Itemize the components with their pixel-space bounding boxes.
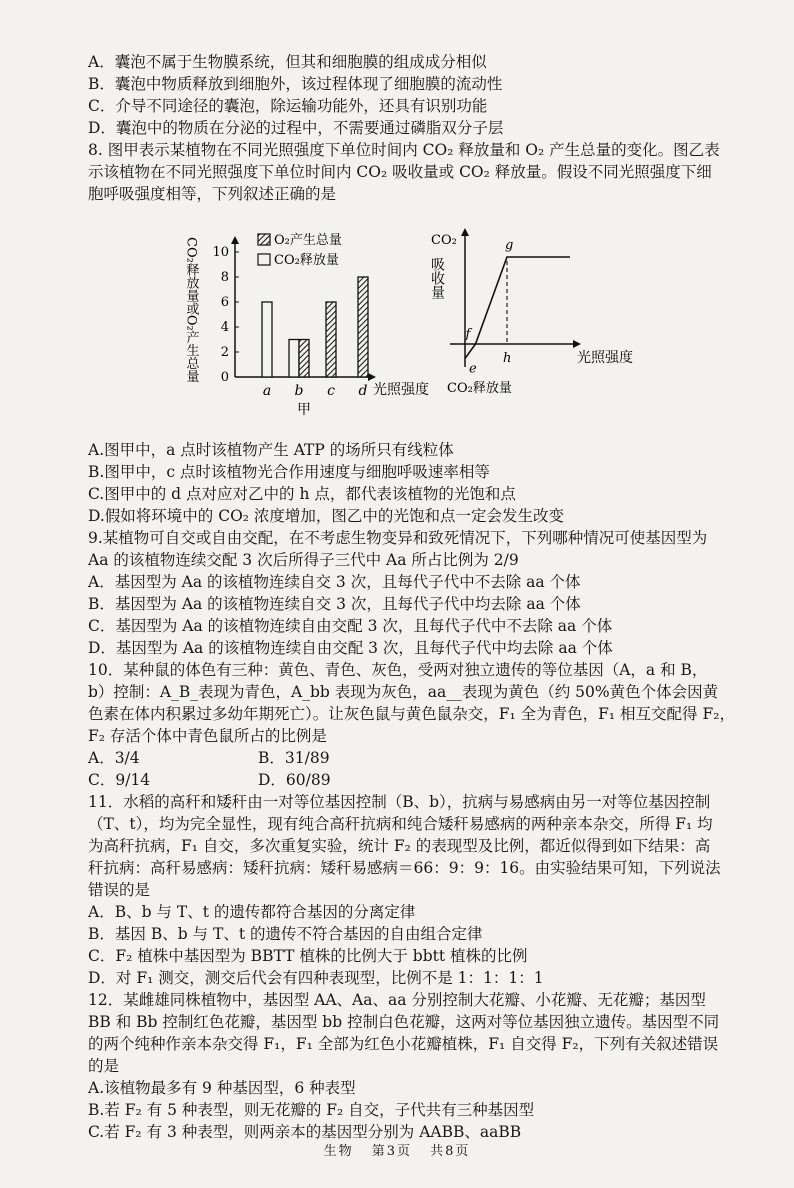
chart-jia-title: 甲 <box>297 402 311 418</box>
q12-stem-line-4: 的是 <box>88 1057 120 1075</box>
chart-yi-ylabel-top: CO₂ <box>431 233 457 248</box>
q12-stem-line-2: BB 和 Bb 控制红色花瓣，基因型 bb 控制白色花瓣，这两对等位基因独立遗传。基因型不同 <box>88 1013 720 1031</box>
q8-option-a: A.图甲中，a 点时该植物产生 ATP 的场所只有线粒体 <box>88 441 454 459</box>
legend-o2-label: O₂产生总量 <box>274 233 342 248</box>
q11-stem-line-5: 错误的是 <box>88 881 151 899</box>
q10-stem-line-1: 10．某种鼠的体色有三种：黄色、青色、灰色，受两对独立遗传的等位基因（A，a 和 B， <box>88 661 708 679</box>
q7-option-d: D．囊泡中的物质在分泌的过程中，不需要通过磷脂双分子层 <box>88 119 504 137</box>
chart-jia-ytick-label: 4 <box>220 320 229 335</box>
chart-yi-point-h: h <box>503 351 512 366</box>
q10-stem-line-3: 色素在体内积累过多幼年期死亡）。让灰色鼠与黄色鼠杂交，F₁ 全为青色，F₁ 相互交配得 F₂， <box>88 705 735 723</box>
legend-co2-swatch <box>258 254 270 265</box>
chart-jia <box>184 232 430 418</box>
q8-stem-line-2: 示该植物在不同光照强度下单位时间内 CO₂ 吸收量或 CO₂ 释放量。假设不同光照强度下细 <box>88 163 712 181</box>
chart-jia-xtick-c: c <box>327 383 335 399</box>
q8-figures-svg <box>175 222 735 422</box>
chart-jia-x-arrow <box>368 373 376 381</box>
bar-o2-b <box>299 340 309 378</box>
footer-subject: 生物 <box>323 1144 354 1159</box>
q7-option-b: B．囊泡中物质释放到细胞外，该过程体现了细胞膜的流动性 <box>88 75 503 93</box>
q12-option-a: A.该植物最多有 9 种基因型，6 种表型 <box>88 1079 356 1097</box>
q10-stem-line-2: b）控制：A_B_表现为青色，A_bb 表现为灰色，aa__表现为黄色（约 50%黄色个体会因黄 <box>88 683 719 701</box>
q10-option-d: D．60/89 <box>258 771 331 789</box>
q11-option-c: C．F₂ 植株中基因型为 BBTT 植株的比例大于 bbtt 植株的比例 <box>88 947 528 965</box>
chart-jia-ytick-label: 8 <box>220 270 229 285</box>
q11-stem-line-1: 11．水稻的高秆和矮秆由一对等位基因控制（B、b），抗病与易感病由另一对等位基因控制 <box>88 793 711 811</box>
chart-jia-xlabel: 光照强度 <box>373 382 429 398</box>
q11-stem-line-4: 秆抗病：高秆易感病：矮秆抗病：矮秆易感病＝66：9：9：16。由实验结果可知，下列说法 <box>88 859 721 877</box>
bar-co2-a <box>262 302 272 377</box>
chart-jia-xtick-d: d <box>358 383 368 399</box>
chart-jia-ytick-label: 2 <box>220 345 229 360</box>
q12-stem-line-1: 12．某雌雄同株植物中，基因型 AA、Aa、aa 分别控制大花瓣、小花瓣、无花瓣；基因型 <box>88 991 706 1009</box>
q8-stem-line-3: 胞呼吸强度相等，下列叙述正确的是 <box>88 185 337 203</box>
q10-stem-line-4: F₂ 存活个体中青色鼠所占的比例是 <box>88 727 327 745</box>
chart-yi-ylabel-bottom: CO₂释放量 <box>447 381 512 396</box>
q9-option-b: B．基因型为 Aa 的该植物连续自交 3 次，且每代子代中均去除 aa 个体 <box>88 595 581 613</box>
q11-stem-line-3: 为高秆抗病，F₁ 自交，多次重复实验，统计 F₂ 的表现型及比例，都近似得到如下结果：高 <box>88 837 711 855</box>
q12-option-c: C.若 F₂ 有 3 种表型，则两亲本的基因型分别为 AABB、aaBB <box>88 1123 522 1141</box>
q11-option-a: A．B、b 与 T、t 的遗传都符合基因的分离定律 <box>88 903 416 921</box>
chart-yi-xlabel: 光照强度 <box>577 350 633 366</box>
q9-option-d: D．基因型为 Aa 的该植物连续自由交配 3 次，且每代子代中均去除 aa 个体 <box>88 639 613 657</box>
footer-total: 共8页 <box>430 1144 471 1159</box>
chart-yi <box>429 228 633 396</box>
chart-jia-xtick-b: b <box>294 383 304 399</box>
page-footer <box>0 1140 794 1159</box>
q10-option-a: A．3/4 <box>88 749 140 767</box>
legend-o2-swatch <box>258 234 270 245</box>
bar-co2-b <box>289 340 299 378</box>
q8-figures <box>175 222 735 422</box>
chart-yi-ylabel: 吸收量 <box>429 257 445 299</box>
bar-o2-c <box>326 302 336 377</box>
q8-option-d: D.假如将环境中的 CO₂ 浓度增加，图乙中的光饱和点一定会发生改变 <box>88 507 564 525</box>
q9-option-a: A．基因型为 Aa 的该植物连续自交 3 次，且每代子代中不去除 aa 个体 <box>88 573 581 591</box>
legend-co2-label: CO₂释放量 <box>274 253 339 268</box>
chart-yi-point-g: g <box>505 238 514 253</box>
chart-jia-xtick-a: a <box>262 383 272 399</box>
footer-page: 第3页 <box>371 1144 412 1159</box>
q11-option-b: B．基因 B、b 与 T、t 的遗传不符合基因的自由组合定律 <box>88 925 483 943</box>
chart-jia-ytick-label: 6 <box>220 295 229 310</box>
chart-yi-point-f: f <box>465 327 471 342</box>
q12-stem-line-3: 的两个纯种作亲本杂交得 F₁，F₁ 全部为红色小花瓣植株，F₁ 自交得 F₂，下列有关叙述错误 <box>88 1035 719 1053</box>
chart-jia-y-arrow <box>231 236 239 244</box>
chart-jia-ytick-label: 10 <box>212 245 229 260</box>
chart-jia-ylabel: CO₂释放量或O₂产生总量 <box>183 237 199 383</box>
q10-option-b: B．31/89 <box>258 749 330 767</box>
q7-option-c: C．介导不同途径的囊泡，除运输功能外，还具有识别功能 <box>88 97 488 115</box>
bar-o2-d <box>358 277 368 377</box>
q12-option-b: B.若 F₂ 有 5 种表型，则无花瓣的 F₂ 自交，子代共有三种基因型 <box>88 1101 535 1119</box>
chart-yi-y-arrow <box>461 228 469 236</box>
q9-stem-line-1: 9.某植物可自交或自由交配，在不考虑生物变异和致死情况下，下列哪种情况可使基因型为 <box>88 529 708 547</box>
q8-option-c: C.图甲中的 d 点对应对乙中的 h 点，都代表该植物的光饱和点 <box>88 485 516 503</box>
chart-yi-x-arrow <box>573 340 581 348</box>
chart-yi-point-e: e <box>469 361 477 377</box>
q11-option-d: D．对 F₁ 测交，测交后代会有四种表现型，比例不是 1：1：1：1 <box>88 969 544 987</box>
q8-stem-line-1: 8. 图甲表示某植物在不同光照强度下单位时间内 CO₂ 释放量和 O₂ 产生总量的变化。图乙表 <box>88 141 720 159</box>
q11-stem-line-2: （T、t），均为完全显性，现有纯合高秆抗病和纯合矮秆易感病的两种亲本杂交，所得 F₁ 均 <box>88 815 713 833</box>
q9-option-c: C．基因型为 Aa 的该植物连续自由交配 3 次，且每代子代中不去除 aa 个体 <box>88 617 613 635</box>
q7-option-a: A．囊泡不属于生物膜系统，但其和细胞膜的组成成分相似 <box>88 53 487 71</box>
q10-option-c: C．9/14 <box>88 771 151 789</box>
q8-option-b: B.图甲中，c 点时该植物光合作用速度与细胞呼吸速率相等 <box>88 463 490 481</box>
q9-stem-line-2: Aa 的该植物连续交配 3 次后所得子三代中 Aa 所占比例为 2/9 <box>88 551 519 569</box>
chart-jia-ytick-label: 0 <box>220 370 229 385</box>
